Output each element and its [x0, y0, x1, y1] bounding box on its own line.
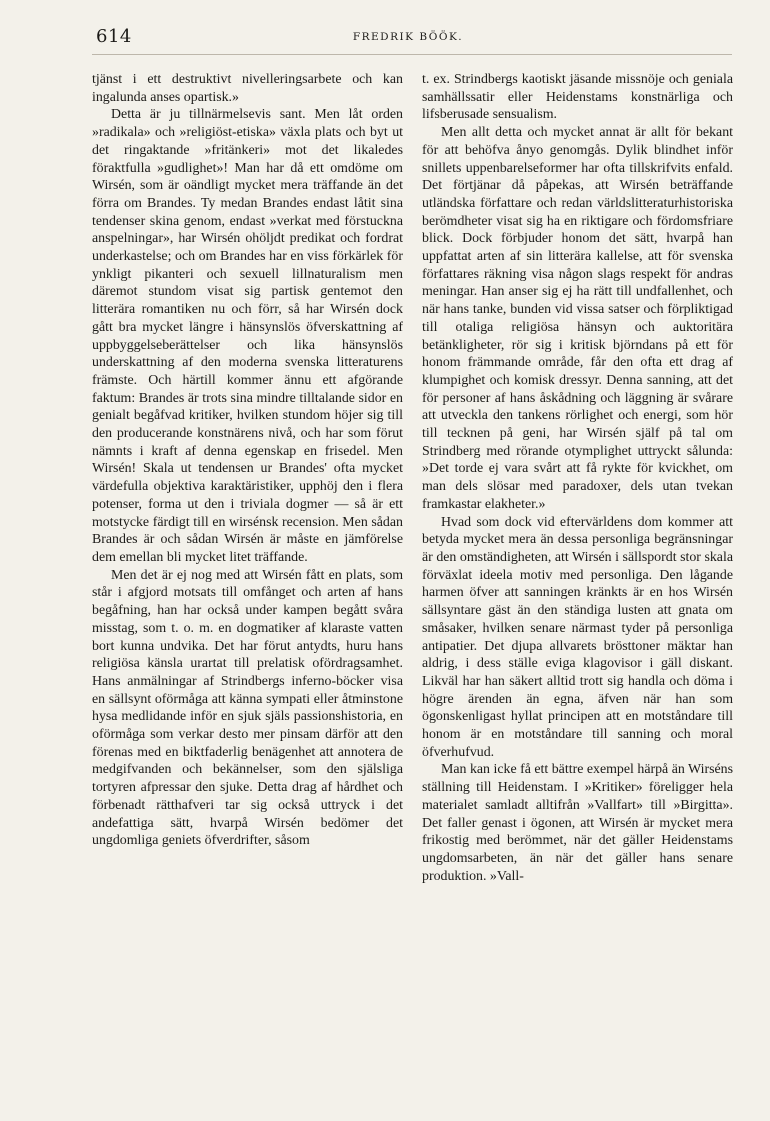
paragraph: tjänst i ett destruktivt nivelleringsarbete och kan ingalunda anses opartisk.»	[92, 72, 403, 105]
paragraph: Hvad som dock vid eftervärldens dom kommer att betyda mycket mera än dessa personliga begränsningar är den omständigheten, att Wirsén i sällspordt stor skala förväxlat ideela motiv med personliga. Den lågande harmen öfver att sanningen kränkts är en hos Wirsén sällsyntare gäst än den ständiga lusten att gnata om småsaker, hvilken senare närmast tyder på personliga antipatier. Det djupa allvarets brösttoner mäktar han aldrig, i dess ställe eviga klagovisor i gäll diskant. Likväl har han säkert alltid trott sig handla och döma i högre ärenden än egna, äfven när han som ögonskenligast hyllat principen att en motståndare till honom är en motståndare till sanning och moral öfverhufvud.	[422, 514, 733, 760]
page-header	[80, 22, 736, 52]
text-columns	[92, 71, 734, 1101]
paragraph: Men det är ej nog med att Wirsén fått en plats, som står i afgjord motsats till omfånget och arten af hans begåfning, han har också under kampen begått svåra misstag, som t. o. m. en dogmatiker af klaraste vatten bort kunna undvika. Det har förut antydts, huru hans religiösa känsla urartat till prelatisk ofördragsamhet. Hans anmälningar af Strindbergs inferno-böcker visa en sällsynt oförmåga att känna sympati eller åtminstone hysa medlidande inför en sjuk själs passionshistoria, en oförmåga som verkar desto mer pinsam därför att den förenas med en biktfaderlig benägenhet att annotera de medgifvanden och bekännelser, som den själsliga tortyren afpressar den sjuke. Detta drag af hårdhet och förbenadt rätthafveri tar sig också uttryck i det andefattiga sätt, hvarpå Wirsén bedömer det ungdomliga geniets öfverdrifter, såsom	[92, 567, 403, 849]
paragraph: t. ex. Strindbergs kaotiskt jäsande missnöje och geniala samhällssatir eller Heidenstams konstnärliga och lifsberusade sensualism.	[422, 72, 733, 123]
running-head: FREDRIK BÖÖK.	[352, 31, 464, 43]
paragraph: Man kan icke få ett bättre exempel härpå än Wirséns ställning till Heidenstam. I »Kritiker» föreligger hela materialet samladt alltifrån »Vallfart» till »Birgitta». Det faller genast i ögonen, att Wirsén är mycket mera frikostig med berömmet, när det gäller Heidenstams ungdomsarbeten, än när det gäller hans senare produktion. »Vall-	[422, 762, 733, 884]
page-number: 614	[96, 26, 132, 47]
right-column	[422, 71, 733, 885]
paragraph: Men allt detta och mycket annat är allt för bekant för att behöfva ånyo genomgås. Dylik blindhet inför snillets uppenbarelseformer har ofta tillskrifvits enfald. Det förtjänar då påpekas, att Wirsén beträffande utländska författare och redan världslitteraturhistoriska berömdheter visat sig ha en riktigare och fördomsfriare blick. Dock förbjuder honom det sätt, hvarpå han uppfattat arten af sin litterära kallelse, att för svenska författares räkning visa någon slags respekt för andras meningar. Han anser sig ej ha rätt till undfallenhet, och när hans tanke, bunden vid vissa satser och förpliktigad till otaliga religiösa hänsyn och auktoritära betänkligheter, rör sig i kritisk björndans på ett för honom främmande område, får den ofta ett drag af klumpighet och komisk dressyr. Denna sanning, att det för personer af hans åskådning och läggning är svårare att utveckla den tankens rörlighet och energi, som hör till tecknen på geni, har Wirsén själf på tal om Strindberg med rörande otymplighet uttryckt sålunda: »Det torde ej vara svårt att få rykte för kvickhet, om man dels slösar med paradoxer, dels utan tvekan framkastar elakheter.»	[422, 125, 733, 512]
paragraph: Detta är ju tillnärmelsevis sant. Men låt orden »radikala» och »religiöst-etiska» växla plats och byt ut det ringaktande »fritänkeri» mot det likaledes föraktfulla »gudlighet»! Man har då ett omdöme om Wirsén, som är oändligt mycket mera träffande än det förra om Brandes. Ty medan Brandes endast låtit sina tendenser skina genom, endast »verkat med förstuckna anspelningar», har Wirsén ohöljdt predikat och fordrat underkastelse; och om Brandes har en viss förkärlek för ynkligt pikanteri och sexuell lillnaturalism men däremot stundom visat sig partisk gentemot den litterära romantiken nu och förr, så har Wirsén dock gått bra mycket längre i hänsynslös öfverskattning af uppbyggelseberättelser och lika hänsynslös underskattning af den moderna svenska litteraturens främste. Och härtill kommer ännu ett afgörande faktum: Brandes är trots sina mindre tilltalande sidor en genialt begåfvad kritiker, hvilken stundom höjer sig till den producerande konstnärens nivå, och har som förut nämnts i kraft af denna egenskap en frisedel. Men Wirsén! Skala ut tendensen ur Brandes' ofta mycket värdefulla objektiva karaktäristiker, upphöj den i flera potenser, forma ut den i triviala dogmer — så är ett motstycke färdigt till en wirsénsk recension. Men sådan Brandes är och sådan Wirsén är måste en jämförelse dem emellan bli mycket litet träffande.	[92, 107, 403, 565]
left-column	[92, 71, 403, 850]
header-rule	[92, 54, 732, 55]
